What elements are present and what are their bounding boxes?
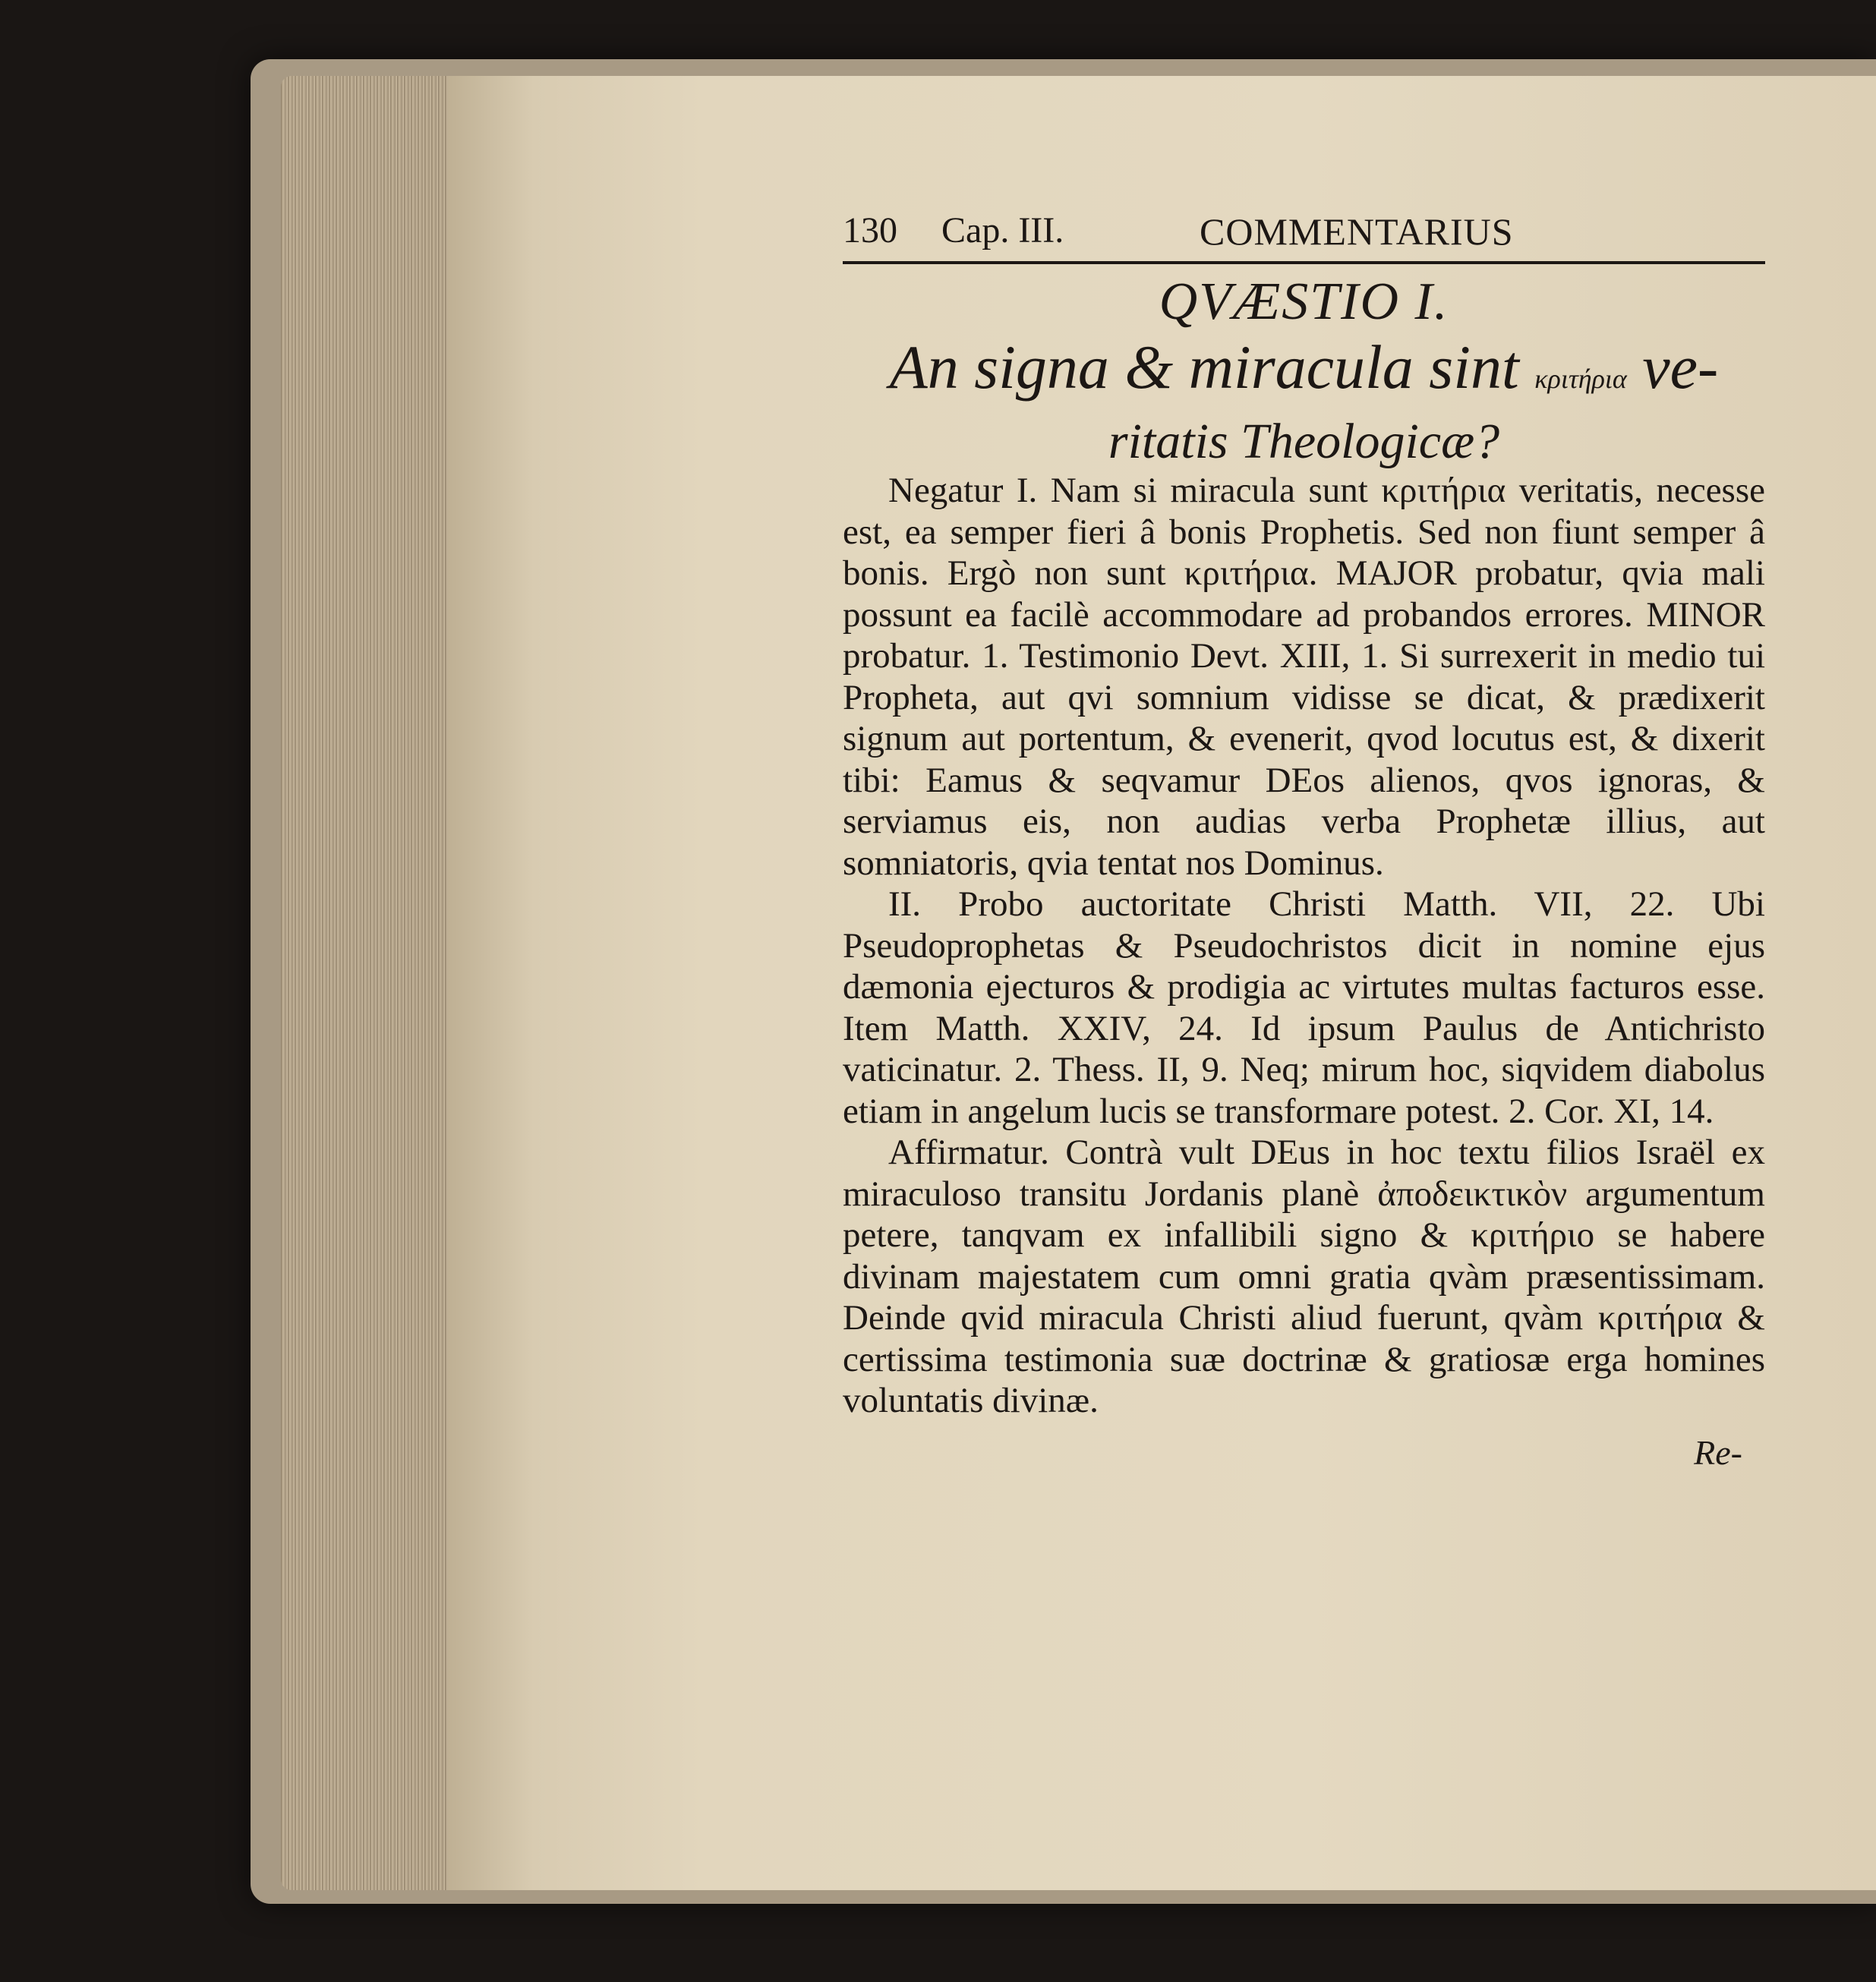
question-heading (843, 272, 1765, 470)
page-edges (281, 76, 459, 1890)
question-title: QVÆSTIO I. (1159, 273, 1449, 331)
page-number: 130 (843, 210, 897, 251)
question-subtitle-line2: ritatis Theologicæ? (1108, 414, 1500, 469)
subtitle-greek: κριτήρια (1534, 364, 1627, 394)
question-subtitle (843, 332, 1765, 414)
subtitle-part-b: ve- (1642, 332, 1719, 402)
header-rule (843, 261, 1765, 264)
paragraph-negatur: Negatur I. Nam si miracula sunt κριτήρια veritatis, necesse est, ea semper fieri â bonis Prophetis. Sed non fiunt semper â bonis. Ergò non sunt κριτήρια. MAJOR probatur, qvia mali possunt ea facilè accommodare ad probandos errores. MINOR probatur. 1. Testimonio Devt. XIII, 1. Si surrexerit in medio tui Propheta, aut qvi somnium vidisse se dicat, & prædixerit signum aut portentum, & evenerit, qvod locutus est, & dixerit tibi: Eamus & seqvamur DEos alienos, qvos ignoras, & serviamus eis, non audias verba Prophetæ illius, aut somniatoris, qvia tentat nos Dominus. (843, 471, 1765, 883)
running-title: COMMENTARIUS (1200, 210, 1514, 253)
chapter-label: Cap. III. (941, 210, 1064, 251)
paragraph-affirmatur: Affirmatur. Contrà vult DEus in hoc textu filios Israël ex miraculoso transitu Jordanis planè ἀποδεικτικὸν argumentum petere, tanqvam ex infallibili signo & κριτήριο se habere divinam majestatem cum omni gratia qvàm præsentissimam. Deinde qvid miracula Christi aliud fuerunt, qvàm κριτήρια & certissima testimonia suæ doctrinæ & gratiosæ erga homines voluntatis divinæ. (843, 1133, 1765, 1420)
running-head (843, 205, 1765, 261)
paragraph-probo: II. Probo auctoritate Christi Matth. VII, 22. Ubi Pseudoprophetas & Pseudochristos dicit in nomine ejus dæmonia ejecturos & prodigia ac virtutes multas facturos esse. Item Matth. XXIV, 24. Id ipsum Paulus de Antichristo vaticinatur. 2. Thess. II, 9. Neq; mirum hoc, siqvidem diabolus etiam in angelum lucis se transformare potest. 2. Cor. XI, 14. (843, 884, 1765, 1131)
catchword: Re- (1694, 1432, 1742, 1472)
text-block (843, 205, 1765, 1473)
subtitle-part-a: An signa & miracula sint (889, 332, 1519, 402)
